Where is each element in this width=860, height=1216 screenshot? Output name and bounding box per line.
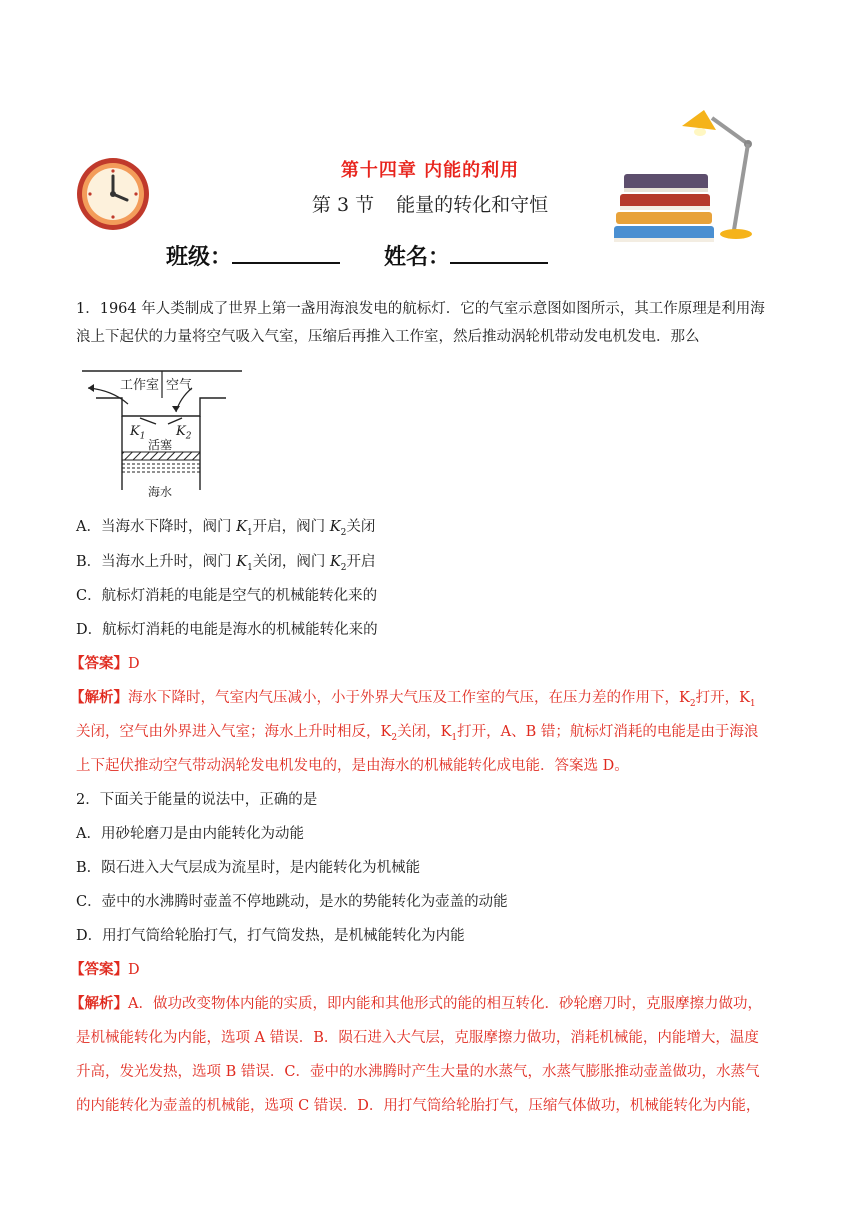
q2-option-c[interactable]: C．壶中的水沸腾时壶盖不停地跳动，是水的势能转化为壶盖的动能 bbox=[76, 894, 508, 910]
label-workroom: 工作室 bbox=[120, 378, 160, 393]
q2-option-b[interactable]: B．陨石进入大气层成为流星时，是内能转化为机械能 bbox=[76, 860, 421, 876]
q1-option-b[interactable]: B．当海水上升时，阀门 $K_1$关闭，阀门 $K_2$开启 bbox=[76, 554, 376, 573]
q1-answer: 【答案】D bbox=[70, 655, 140, 672]
label-piston: 活塞 bbox=[148, 438, 173, 452]
q2-answer: 【答案】D bbox=[70, 961, 140, 978]
q1-option-c[interactable]: C．航标灯消耗的电能是空气的机械能转化来的 bbox=[76, 588, 378, 604]
q1-analysis-line2: 关闭，空气由外界进入气室；海水上升时相反，$K_2$关闭，$K_1$打开，A、B 错；航标灯消耗的电能是由于海浪 bbox=[76, 724, 759, 743]
label-sea: 海水 bbox=[148, 485, 173, 499]
q2-analysis-line2: 是机械能转化为内能，选项 A 错误．B．陨石进入大气层，克服摩擦力做功，消耗机械能，内能增大，温度 bbox=[76, 1030, 759, 1046]
label-k1: $K_1$ bbox=[130, 424, 146, 442]
air-chamber-diagram bbox=[80, 368, 246, 500]
name-label: 姓名： bbox=[384, 245, 451, 270]
chapter-title: 第十四章 内能的利用 bbox=[340, 160, 520, 181]
q2-analysis-line3: 升高，发光发热，选项 B 错误．C．壶中的水沸腾时产生大量的水蒸气，水蒸气膨胀推动壶盖做功，水蒸气 bbox=[76, 1064, 760, 1080]
q1-option-d[interactable]: D．航标灯消耗的电能是海水的机械能转化来的 bbox=[76, 622, 378, 638]
q1-analysis-line1: 【解析】海水下降时，气室内气压减小，小于外界大气压及工作室的气压，在压力差的作用下，$K_2$打开，$K_1$ bbox=[70, 689, 756, 709]
class-label: 班级： bbox=[166, 245, 233, 270]
label-air: 空气 bbox=[166, 378, 193, 393]
section-title bbox=[0, 190, 860, 217]
name-blank[interactable] bbox=[450, 240, 548, 264]
class-blank[interactable] bbox=[232, 240, 340, 264]
section-name: 能量的转化和守恒 bbox=[396, 194, 549, 216]
q2-option-a[interactable]: A．用砂轮磨刀是由内能转化为动能 bbox=[76, 826, 304, 842]
q1-stem-line2: 浪上下起伏的力量将空气吸入气室，压缩后再推入工作室，然后推动涡轮机带动发电机发电．那么 bbox=[76, 329, 700, 345]
q1-analysis-line3: 上下起伏推动空气带动涡轮发电机发电的，是由海水的机械能转化成电能．答案选 D。 bbox=[76, 758, 629, 774]
q2-analysis-line1: 【解析】A．做功改变物体内能的实质，即内能和其他形式的能的相互转化．砂轮磨刀时，克服摩擦力做功， bbox=[70, 995, 762, 1012]
label-k2: $K_2$ bbox=[176, 424, 192, 442]
class-name-line bbox=[166, 240, 548, 271]
q2-option-d[interactable]: D．用打气筒给轮胎打气，打气筒发热，是机械能转化为内能 bbox=[76, 928, 465, 944]
q2-analysis-line4: 的内能转化为壶盖的机械能，选项 C 错误．D．用打气筒给轮胎打气，压缩气体做功，机械能转化为内能， bbox=[76, 1098, 761, 1114]
q1-option-a[interactable]: A．当海水下降时，阀门 $K_1$开启，阀门 $K_2$关闭 bbox=[76, 519, 376, 538]
q2-stem: 2．下面关于能量的说法中，正确的是 bbox=[76, 792, 318, 808]
section-number: 第 3 节 bbox=[311, 194, 375, 216]
q1-stem-line1: 1．1964 年人类制成了世界上第一盏用海浪发电的航标灯．它的气室示意图如图所示，其工作原理是利用海 bbox=[76, 301, 765, 317]
